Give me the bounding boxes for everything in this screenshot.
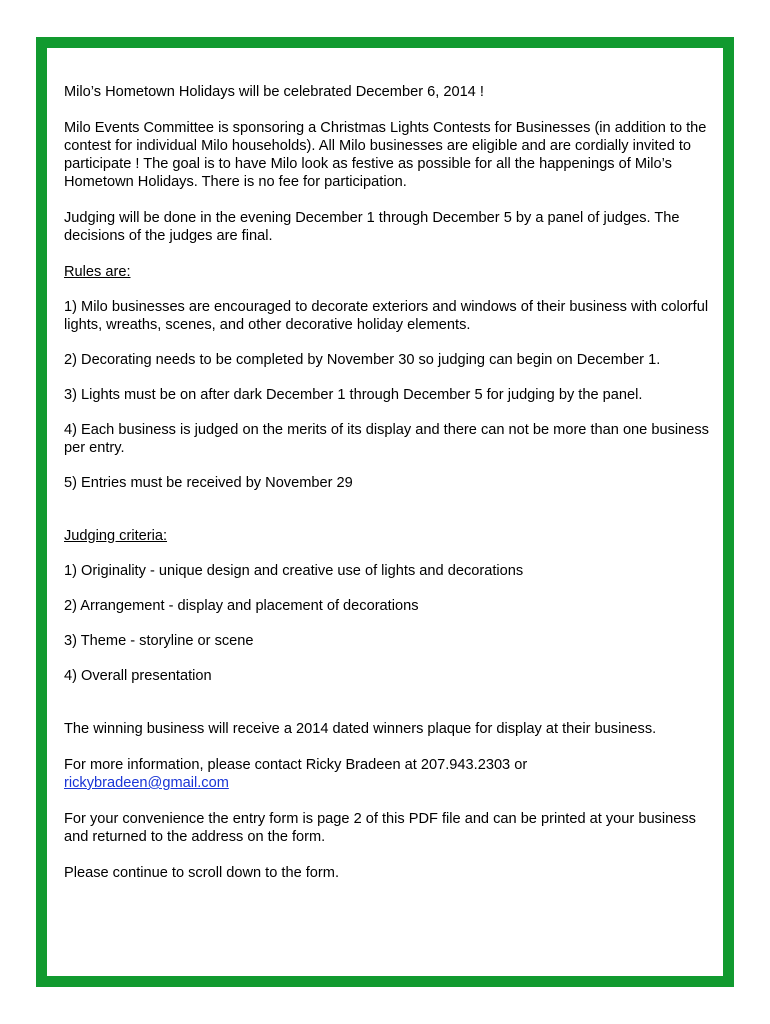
prize-paragraph: The winning business will receive a 2014 dated winners plaque for display at their business. — [64, 721, 657, 737]
rule-item: 4) Each business is judged on the merits of its display and there can not be more than one business per entry. — [64, 422, 709, 456]
contact-text: For more information, please contact Ricky Bradeen at 207.943.2303 or — [64, 757, 528, 773]
criteria-item: 4) Overall presentation — [64, 668, 212, 684]
announcement: Milo’s Hometown Holidays will be celebrated December 6, 2014 ! — [64, 84, 484, 100]
intro-paragraph: Milo Events Committee is sponsoring a Christmas Lights Contests for Businesses (in addition to the contest for individual Milo households). All Milo businesses are eligible and are cordially invited to participate ! The goal is to have Milo look as festive as possible for all the happenings of Milo’s Hometown Holidays. There is no fee for participation. — [64, 120, 707, 190]
rule-item: 5) Entries must be received by November 29 — [64, 475, 353, 491]
rule-item: 1) Milo businesses are encouraged to decorate exteriors and windows of their business with colorful lights, wreaths, scenes, and other decorative holiday elements. — [64, 299, 709, 333]
judging-info: Judging will be done in the evening December 1 through December 5 by a panel of judges. The decisions of the judges are final. — [64, 210, 680, 244]
flyer-content — [64, 83, 714, 882]
rule-item: 2) Decorating needs to be completed by November 30 so judging can begin on December 1. — [64, 352, 661, 368]
form-note: For your convenience the entry form is page 2 of this PDF file and can be printed at your business and returned to the address on the form. — [64, 811, 696, 845]
criteria-heading: Judging criteria: — [64, 528, 168, 544]
contact-email-link[interactable]: rickybradeen@gmail.com — [64, 775, 229, 791]
criteria-item: 2) Arrangement - display and placement of decorations — [64, 598, 419, 614]
rule-item: 3) Lights must be on after dark December 1 through December 5 for judging by the panel. — [64, 387, 643, 403]
criteria-item: 3) Theme - storyline or scene — [64, 633, 254, 649]
criteria-item: 1) Originality - unique design and creative use of lights and decorations — [64, 563, 524, 579]
closing-note: Please continue to scroll down to the form. — [64, 865, 339, 881]
rules-heading: Rules are: — [64, 264, 131, 280]
